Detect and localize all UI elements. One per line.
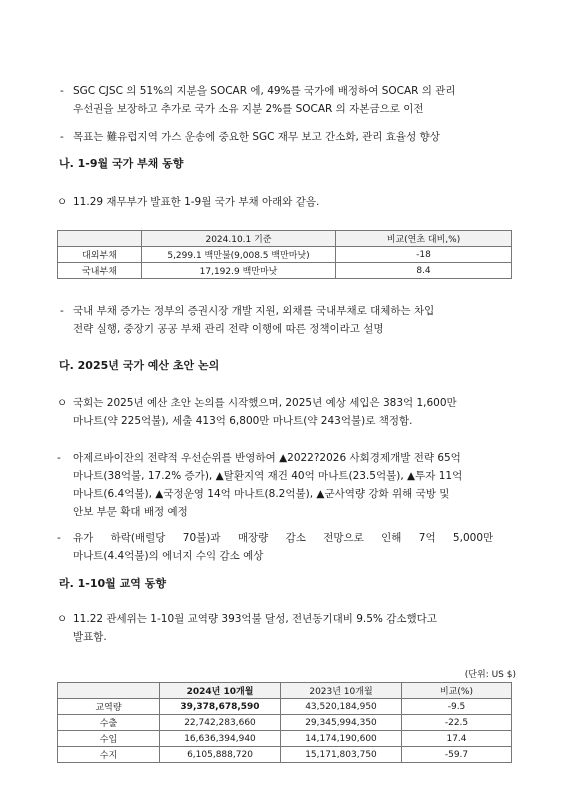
table-row (58, 247, 512, 263)
table-cell: 수지 (58, 747, 160, 763)
table-cell: -9.5 (402, 699, 512, 715)
bullet-text-line: 안보 부문 확대 배정 예정 (73, 506, 188, 518)
table-cell: 6,105,888,720 (160, 747, 281, 763)
table-row (58, 699, 512, 715)
table-row (58, 731, 512, 747)
table-cell: 대외부채 (58, 247, 142, 263)
table-row (58, 263, 512, 279)
table-cell: 14,174,190,600 (281, 731, 402, 747)
bullet-text-line: 우선권을 보장하고 추가로 국가 소유 지분 2%를 SOCAR 의 자본금으로 이전 (73, 103, 424, 115)
section-heading: 나. 1-9월 국가 부채 동향 (59, 157, 184, 170)
table-cell: 17.4 (402, 731, 512, 747)
table-header-cell: 2024년 10개월 (160, 683, 281, 699)
table-header-row (58, 683, 512, 699)
bullet-text-line: 전략 실행, 중장기 공공 부채 관리 전략 이행에 따른 정책이라고 설명 (73, 323, 384, 335)
bullet-dash: - (60, 85, 64, 97)
table-header-cell (58, 231, 142, 247)
circle-bullet: ㅇ (57, 613, 68, 625)
bullet-text-line: 마나트(6.4억불), ▲국정운영 14억 마나트(8.2억불), ▲군사역량 강화 위해 국방 및 (73, 488, 450, 500)
table-cell: -22.5 (402, 715, 512, 731)
bullet-dash: - (60, 131, 64, 143)
table-cell: 39,378,678,590 (160, 699, 281, 715)
table-row (58, 715, 512, 731)
table-cell: -18 (336, 247, 512, 263)
table-cell: 16,636,394,940 (160, 731, 281, 747)
table-header-row (58, 231, 512, 247)
table-cell: 15,171,803,750 (281, 747, 402, 763)
intro-text-line: 국회는 2025년 예산 초안 논의를 시작했으며, 2025년 예상 세입은 383억 1,600만 (73, 397, 457, 409)
intro-text: 11.29 재무부가 발표한 1-9월 국가 부채 아래와 같음. (73, 196, 320, 208)
section-heading: 다. 2025년 국가 예산 초안 논의 (59, 359, 220, 372)
table-cell: 22,742,283,660 (160, 715, 281, 731)
unit-label: (단위: US $) (464, 670, 516, 680)
bullet-text-line: 아제르바이잔의 전략적 우선순위를 반영하여 ▲2022?2026 사회경제개발 전략 65억 (73, 452, 461, 464)
bullet-text-line: 목표는 難유럽지역 가스 운송에 중요한 SGC 재무 보고 간소화, 관리 효율성 향상 (73, 131, 440, 143)
table-header-cell (58, 683, 160, 699)
table-cell: 43,520,184,950 (281, 699, 402, 715)
bullet-text-line: 유가 하락(배럴당 70불)과 매장량 감소 전망으로 인해 7억 5,000만 (73, 532, 494, 544)
table-header-cell: 비교(연초 대비,%) (336, 231, 512, 247)
bullet-text-line: 국내 부채 증가는 정부의 증권시장 개발 지원, 외채를 국내부채로 대체하는 차입 (73, 305, 435, 317)
bullet-dash: - (57, 532, 61, 544)
table-cell: -59.7 (402, 747, 512, 763)
bullet-text-line: 마나트(4.4억불)의 에너지 수익 감소 예상 (73, 550, 264, 562)
bullet-text-line: SGC CJSC 의 51%의 지분을 SOCAR 에, 49%를 국가에 배정하여 SOCAR 의 관리 (73, 85, 456, 97)
table-header-cell: 2023년 10개월 (281, 683, 402, 699)
trade-table (57, 682, 512, 763)
table-cell: 교역량 (58, 699, 160, 715)
intro-text-line: 11.22 관세위는 1-10월 교역량 393억불 달성, 전년동기대비 9.5% 감소했다고 (73, 613, 437, 625)
bullet-dash: - (60, 305, 64, 317)
table-cell: 29,345,994,350 (281, 715, 402, 731)
table-header-cell: 2024.10.1 기준 (142, 231, 336, 247)
circle-bullet: ㅇ (57, 196, 68, 208)
table-cell: 17,192.9 백만마낫 (142, 263, 336, 279)
intro-text-line: 마나트(약 225억불), 세출 413억 6,800만 마나트(약 243억불)로 책정함. (73, 415, 413, 427)
intro-text-line: 발표함. (73, 631, 107, 643)
table-cell: 수출 (58, 715, 160, 731)
table-cell: 수입 (58, 731, 160, 747)
table-cell: 5,299.1 백만불(9,008.5 백만마낫) (142, 247, 336, 263)
section-heading: 라. 1-10월 교역 동향 (59, 577, 166, 590)
circle-bullet: ㅇ (57, 397, 68, 409)
debt-table (57, 230, 512, 279)
bullet-dash: - (57, 452, 61, 464)
table-header-cell: 비교(%) (402, 683, 512, 699)
table-cell: 국내부채 (58, 263, 142, 279)
table-row (58, 747, 512, 763)
table-cell: 8.4 (336, 263, 512, 279)
bullet-text-line: 마나트(38억불, 17.2% 증가), ▲탈환지역 재건 40억 마나트(23.5억불), ▲투자 11억 (73, 470, 463, 482)
